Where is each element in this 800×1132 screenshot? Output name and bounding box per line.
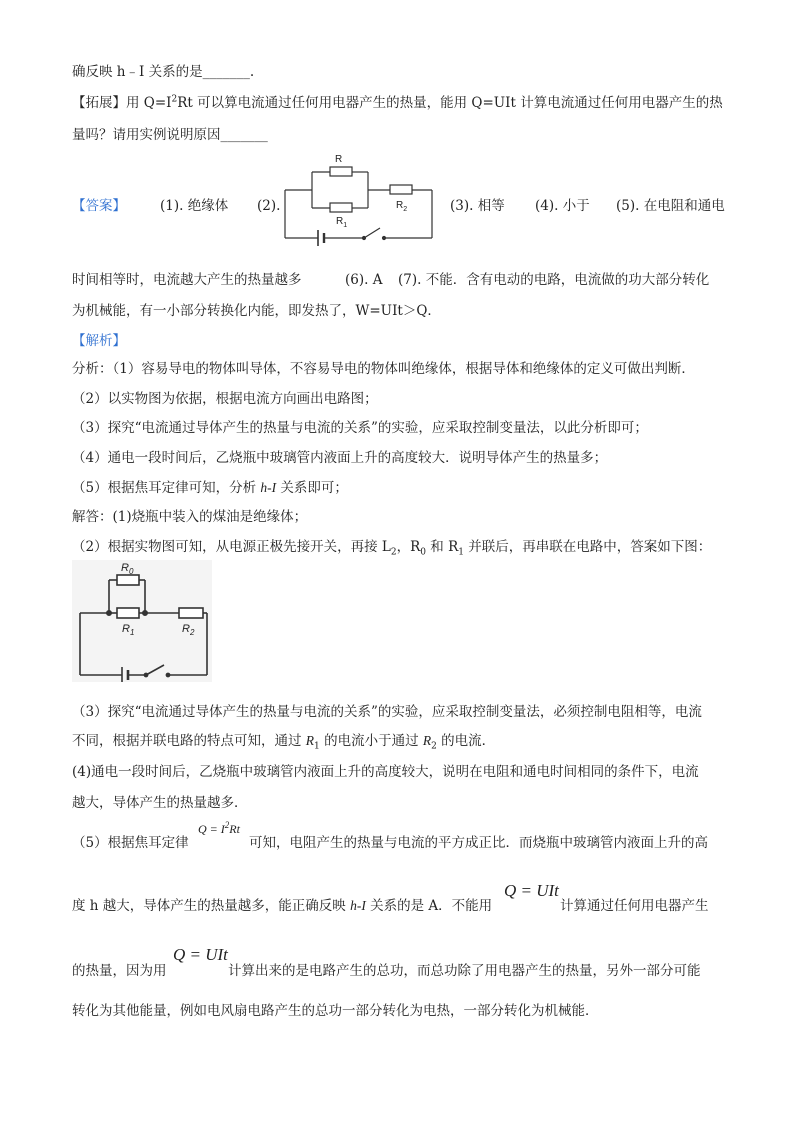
resistor-r0 [117, 575, 139, 585]
switch-lever [364, 228, 380, 238]
text-line [72, 537, 711, 557]
line-text: 用 Q=I [126, 95, 172, 111]
equation-text: Rt [229, 822, 240, 836]
label-r1: $R_1$ [122, 623, 135, 637]
line-text: 度 h 越大，导体产生的热量越多，能正确反映 [72, 898, 351, 914]
answer-2: (2). [257, 198, 281, 214]
text-line: 越大，导体产生的热量越多． [72, 795, 248, 811]
text-line [72, 62, 254, 82]
math-text: h-I [350, 898, 366, 913]
text-line: 的热量，因为用 [72, 963, 167, 979]
line-text: 的电流小于通过 [319, 733, 423, 749]
line-text: 确反映 h﹣I 关系的是_______. [72, 64, 255, 80]
answer-7: (7). 不能．含有电动的电路，电流做的功大部分转化 [398, 272, 710, 288]
subscript: 1 [314, 741, 320, 752]
text-line [72, 896, 492, 916]
line-text: （2）根据实物图可知，从电源正极先接开关，再接 L [72, 539, 391, 555]
subscript: 0 [420, 547, 426, 558]
answer-circuit-diagram [280, 150, 440, 248]
math-text: R [422, 733, 432, 748]
text-line: （3）探究“电流通过导体产生的热量与电流的关系”的实验，应采取控制变量法，必须控制电阻相等，电流 [72, 704, 702, 720]
extension-tag: 【拓展】 [72, 95, 126, 111]
uit-equation: Q = UIt [173, 945, 228, 964]
text-line: 分析：（1）容易导电的物体叫导体，不容易导电的物体叫绝缘体，根据导体和绝缘体的定义可做出判断． [72, 361, 695, 377]
resistor-r1 [117, 608, 139, 618]
solution-circuit-diagram [72, 560, 212, 682]
text-line [72, 731, 495, 751]
text-line [72, 93, 723, 113]
text-line: 解答：(1)烧瓶中装入的煤油是绝缘体； [72, 509, 308, 525]
answer-5: (5). 在电阻和通电 [616, 198, 725, 214]
resistor-r1 [330, 203, 352, 212]
superscript: 2 [224, 820, 230, 830]
text-line: 计算出来的是电路产生的总功，而总功除了用电器产生的热量，另外一部分可能 [228, 963, 701, 979]
label-r2: $R_2$ [182, 623, 195, 637]
label-r-top: R [335, 154, 343, 165]
line-text: 不同，根据并联电路的特点可知，通过 [72, 733, 306, 749]
answer-tag: 【答案】 [72, 198, 126, 214]
answer-6: (6). A [345, 272, 383, 288]
text-line: （4）通电一段时间后，乙烧瓶中玻璃管内液面上升的高度较大．说明导体产生的热量多； [72, 450, 608, 466]
superscript: 2 [171, 94, 178, 105]
label-r2: $R_2$ [396, 200, 408, 213]
line-text: 和 R [426, 539, 459, 555]
uit-equation: Q = UIt [504, 881, 559, 900]
math-text: R [305, 733, 315, 748]
line-text: 关系的是 A．不能用 [365, 898, 493, 914]
resistor-r2 [179, 608, 203, 618]
subscript: 2 [431, 741, 437, 752]
label-r0: $R_0$ [121, 562, 134, 576]
text-line: （5）根据焦耳定律 [72, 835, 189, 851]
text-line: (4)通电一段时间后，乙烧瓶中玻璃管内液面上升的高度较大，说明在电阻和通电时间相同的条件下，电流 [72, 764, 699, 780]
answer-4: (4). 小于 [535, 198, 590, 214]
line-text: Rt 可以算电流通过任何用电器产生的热量，能用 Q=UIt 计算电流通过任何用电器产生的热 [177, 95, 723, 111]
text-line [72, 125, 268, 145]
subscript: 2 [390, 547, 397, 558]
line-text: 并联后，再串联在电路中，答案如下图： [463, 539, 712, 555]
label-r1: $R_1$ [336, 216, 348, 229]
analysis-tag: 【解析】 [72, 333, 126, 349]
resistor-r-top [330, 167, 352, 176]
line-text: 的电流． [436, 733, 496, 749]
text-line [72, 478, 348, 498]
line-text: 量吗？请用实例说明原因_______ [72, 127, 268, 143]
text-line: （2）以实物图为依据，根据电流方向画出电路图； [72, 391, 378, 407]
text-line [72, 270, 302, 290]
line-text: ，R [396, 539, 421, 555]
joule-law-equation [198, 822, 240, 837]
text-line: 转化为其他能量，例如电风扇电路产生的总功一部分转化为电热，一部分转化为机械能． [72, 1003, 599, 1019]
text-line: 计算通过任何用电器产生 [560, 898, 709, 914]
line-text: （5）根据焦耳定律可知，分析 [72, 480, 261, 496]
answer-1: (1). 绝缘体 [160, 198, 229, 214]
equation-text: Q = I [198, 822, 225, 836]
math-text: h-I [260, 480, 277, 495]
answer-3: (3). 相等 [450, 198, 505, 214]
subscript: 1 [458, 547, 464, 558]
text-line: 为机械能，有一小部分转换化内能，即发热了，W=UIt＞Q． [72, 303, 441, 319]
line-text: 关系即可； [276, 480, 348, 496]
line-text: 时间相等时，电流越大产生的热量越多 [72, 272, 302, 288]
resistor-r2 [390, 185, 412, 194]
text-line: 可知，电阻产生的热量与电流的平方成正比．而烧瓶中玻璃管内液面上升的高 [249, 835, 708, 851]
text-line: （3）探究“电流通过导体产生的热量与电流的关系”的实验，应采取控制变量法，以此分析即可； [72, 420, 648, 436]
